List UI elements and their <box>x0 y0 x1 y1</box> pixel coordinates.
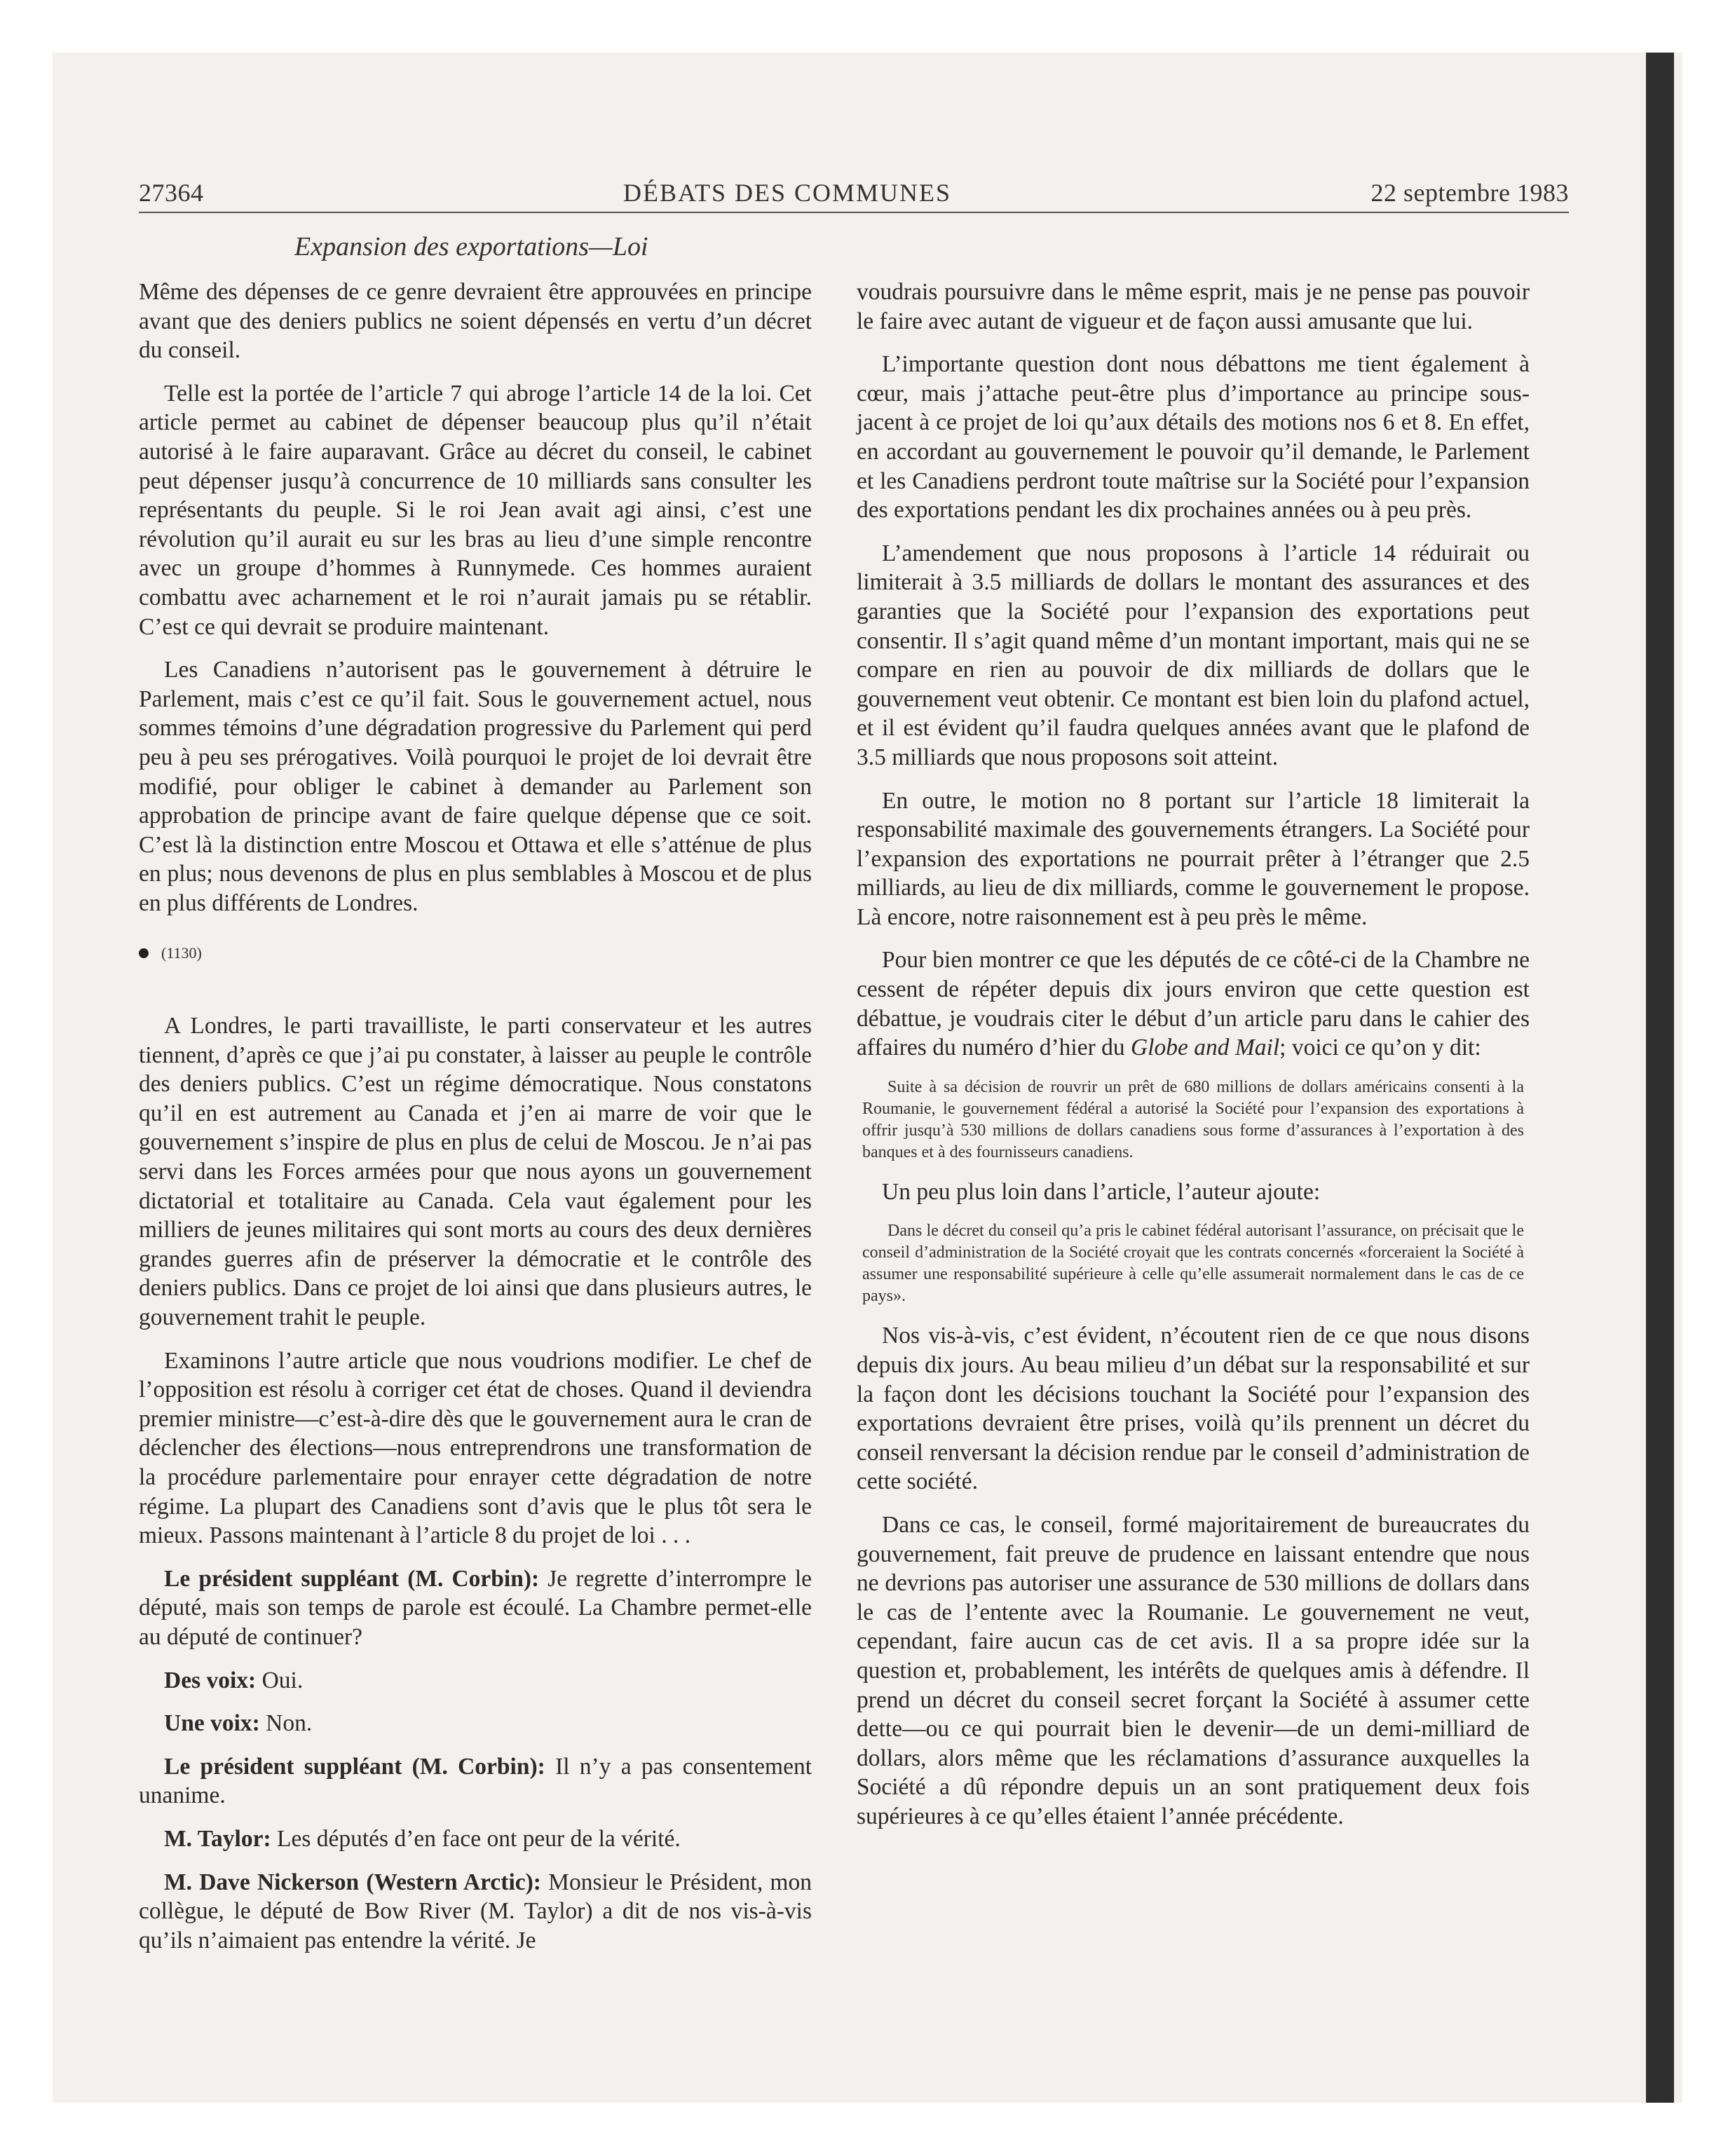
paragraph-text: ; voici ce qu’on y dit: <box>1279 1035 1481 1061</box>
speaker-name: Des voix: <box>164 1667 257 1693</box>
speech <box>139 1666 812 1696</box>
time-marker-label: (1130) <box>161 944 202 962</box>
paragraph: Telle est la portée de l’article 7 qui abroge l’article 14 de la loi. Cet article permet au cabinet de dépenser beaucoup plus qu’il n’était autorisé à le faire auparavant. Grâce au décret du conseil, le cabinet peut dépenser jusqu’à concurrence de 10 milliards sans consulter les représentants du peuple. Si le roi Jean avait agi ainsi, c’est une révolution qu’il aurait eu sur les bras au lieu d’une simple rencontre avec un groupe d’hommes à Runnymede. Ces hommes auraient combattu avec acharnement et le roi n’aurait jamais pu se rétablir. C’est ce qui devrait se produire maintenant. <box>139 380 812 640</box>
speech <box>139 1709 812 1738</box>
publication-title: DÉBATS DES COMMUNES <box>622 179 952 207</box>
bullet-icon <box>139 948 149 958</box>
paragraph-text: Pour bien montrer ce que les députés de ce côté-ci de la Chambre ne cessent de répéter depuis dix jours environ que cette question est débattue, je voudrais citer le début d’un article paru dans le cahier des affaires du numéro d’hier du <box>857 947 1530 1061</box>
speaker-name: Une voix: <box>164 1710 260 1737</box>
section-title: Expansion des exportations—Loi <box>294 232 648 261</box>
speech-text: Je regrette d’interrompre le député, mais son temps de parole est écoulé. La Chambre permet-elle au député de continuer? <box>139 1565 812 1650</box>
left-column <box>139 278 812 1969</box>
page-header <box>139 178 1569 207</box>
header-rule <box>139 212 1569 213</box>
paragraph: Les Canadiens n’autorisent pas le gouvernement à détruire le Parlement, mais c’est ce qu’il fait. Sous le gouvernement actuel, nous sommes témoins d’une dégradation progressive du Parlement qui perd peu à peu ses prérogatives. Voilà pourquoi le projet de loi devrait être modifié, pour obliger le cabinet à demander au Parlement son approbation de principe avant de faire quelque dépense que ce soit. C’est là la distinction entre Moscou et Ottawa et elle s’atténue de plus en plus; nous devenons de plus en plus semblables à Moscou et de plus en plus différents de Londres. <box>139 657 812 916</box>
paragraph: Dans ce cas, le conseil, formé majoritairement de bureaucrates du gouvernement, fait preuve de prudence en laissant entendre que nous ne devrions pas autoriser une assurance de 530 millions de dollars dans le cas de l’entente avec la Roumanie. Le gouvernement ne veut, cependant, faire aucun cas de cet avis. Il a sa propre idée sur la question et, probablement, les intérêts de quelques amis à défendre. Il prend un décret du conseil secret forçant la Société à assumer cette dette—ou ce qui pourrait bien le devenir—de un demi-milliard de dollars, alors même que les réclamations d’assurance auxquelles la Société a dû répondre depuis un an sont pratiquement deux fois supérieures à ce qu’elles étaient l’année précédente. <box>857 1512 1530 1829</box>
block-quote: Suite à sa décision de rouvrir un prêt de 680 millions de dollars américains consenti à la Roumanie, le gouvernement fédéral a autorisé la Société pour l’expansion des exportations à offrir jusqu’à 530 millions de dollars canadiens sous forme d’assurances à l’exportation à des banques et à des fournisseurs canadiens. <box>862 1077 1524 1161</box>
paragraph <box>857 946 1530 1062</box>
paragraph: L’amendement que nous proposons à l’article 14 réduirait ou limiterait à 3.5 milliards de dollars le montant des assurances et des garanties que la Société pour l’expansion des exportations peut consentir. Il s’agit quand même d’un montant important, mais qui ne se compare en rien au pouvoir de dix milliards de dollars que le gouvernement veut obtenir. Ce montant est bien loin du plafond actuel, et il est évident qu’il faudra quelques années avant que le plafond de 3.5 milliards que nous proposons soit atteint. <box>857 540 1530 770</box>
speech <box>139 1824 812 1854</box>
speech <box>139 1752 812 1810</box>
speaker-name: Le président suppléant (M. Corbin): <box>164 1753 545 1780</box>
paragraph: Un peu plus loin dans l’article, l’auteur ajoute: <box>882 1178 1321 1205</box>
paragraph: voudrais poursuivre dans le même esprit, mais je ne pense pas pouvoir le faire avec autant de vigueur et de façon aussi amusante que lui. <box>857 279 1530 334</box>
speech-text: Oui. <box>256 1667 304 1693</box>
speech <box>139 1564 812 1652</box>
block-quote: Dans le décret du conseil qu’a pris le cabinet fédéral autorisant l’assurance, on précisait que le conseil d’administration de la Société croyait que les contrats concernés «forceraient la Société à assumer une responsabilité supérieure à celle qu’elle assumerait normalement dans le cas de ce pays». <box>862 1222 1524 1306</box>
newspaper-title: Globe and Mail <box>1131 1035 1280 1061</box>
speech-text: Non. <box>259 1710 313 1737</box>
page-number: 27364 <box>139 179 204 207</box>
paragraph: Même des dépenses de ce genre devraient être approuvées en principe avant que des deniers publics ne soient dépensés en vertu d’un décret du conseil. <box>139 279 812 364</box>
paragraph: A Londres, le parti travailliste, le parti conservateur et les autres tiennent, d’après ce que j’ai pu constater, à laisser au peuple le contrôle des deniers publics. C’est un régime démocratique. Nous constatons qu’il en est autrement au Canada et j’en ai marre de voir que le gouvernement s’inspire de plus en plus de celui de Moscou. Je n’ai pas servi dans les Forces armées pour que nous ayons un gouvernement dictatorial et totalitaire au Canada. Cela vaut également pour les milliers de jeunes militaires qui sont morts au cours des deux dernières grandes guerres afin de préserver la démocratie et le contrôle des deniers publics. Dans ce projet de loi ainsi que dans plusieurs autres, le gouvernement trahit le peuple. <box>139 1013 812 1330</box>
speaker-name: M. Taylor: <box>164 1825 271 1852</box>
speaker-name: M. Dave Nickerson (Western Arctic): <box>164 1869 541 1895</box>
speech-text: Monsieur le Président, mon collègue, le député de Bow River (M. Taylor) a dit de nos vis-à-vis qu’ils n’aimaient pas entendre la vérité. Je <box>139 1869 812 1953</box>
right-column <box>857 278 1530 1845</box>
paragraph: L’importante question dont nous débattons me tient également à cœur, mais j’attache peut-être plus d’importance au principe sous-jacent à ce projet de loi qu’aux détails des motions nos 6 et 8. En effet, en accordant au gouvernement le pouvoir qu’il demande, le Parlement et les Canadiens perdront toute maîtrise sur la Société pour l’expansion des exportations pendant les dix prochaines années ou à peu près. <box>857 351 1530 524</box>
page-date: 22 septembre 1983 <box>1370 179 1569 207</box>
speech <box>139 1868 812 1956</box>
time-marker <box>139 939 812 968</box>
binding-edge <box>1646 53 1674 2103</box>
speech-text: Il n’y a pas consentement unanime. <box>139 1753 812 1809</box>
paragraph: Examinons l’autre article que nous voudrions modifier. Le chef de l’opposition est résolu à corriger cet état de choses. Quand il deviendra premier ministre—c’est-à-dire dès que le gouvernement aura le cran de déclencher des élections—nous entreprendrons une transformation de la procédure parlementaire pour enrayer cette dégradation de notre régime. La plupart des Canadiens sont d’avis que le plus tôt sera le mieux. Passons maintenant à l’article 8 du projet de loi . . . <box>139 1347 812 1549</box>
paragraph: Nos vis-à-vis, c’est évident, n’écoutent rien de ce que nous disons depuis dix jours. Au beau milieu d’un débat sur la responsabilité et sur la façon dont les décisions touchant la Société pour l’expansion des exportations devraient être prises, voilà qu’ils prennent un décret du conseil renversant la décision rendue par le conseil d’administration de cette société. <box>857 1323 1530 1495</box>
speaker-name: Le président suppléant (M. Corbin): <box>164 1565 540 1592</box>
paragraph: En outre, le motion no 8 portant sur l’article 18 limiterait la responsabilité maximale des gouvernements étrangers. La Société pour l’expansion des exportations ne pourrait prêter à l’étranger que 2.5 milliards, au lieu de dix milliards, comme le gouvernement le propose. Là encore, notre raisonnement est à peu près le même. <box>857 787 1530 930</box>
speech-text: Les députés d’en face ont peur de la vérité. <box>271 1825 681 1852</box>
